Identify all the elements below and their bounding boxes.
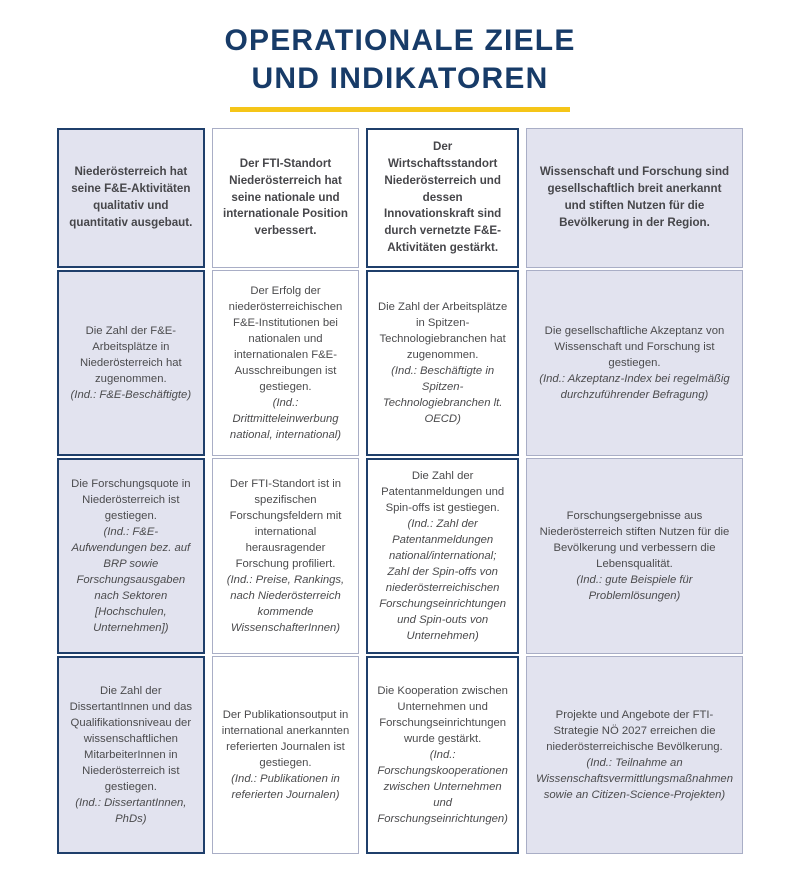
title-underline-rule (230, 107, 570, 112)
objective-cell-r3c4 (526, 656, 743, 854)
objective-goal-text: Die Zahl der F&E-Arbeitsplätze in Niederösterreich hat zugenommen. (79, 324, 182, 386)
objective-goal-text: Der Publikationsoutput in international anerkannten referierten Journalen ist gestiegen. (221, 708, 350, 769)
page-title (0, 0, 800, 112)
column-header-2 (212, 128, 360, 268)
objective-indicator-text: (Ind.: Preise, Rankings, nach Niederösterreich kommende WissenschafterInnen) (226, 574, 345, 635)
objective-indicator-text: (Ind.: gute Beispiele für Problemlösungen) (576, 574, 693, 603)
column-header-3 (366, 128, 519, 268)
objective-cell-r2c2 (212, 458, 360, 654)
objective-cell-r3c3 (366, 656, 519, 854)
objective-cell-r3c1 (57, 656, 205, 854)
objective-indicator-text: (Ind.: F&E-Aufwendungen bez. auf BRP sowie Forschungsausgaben nach Sektoren [Hochschulen, Unternehmen]) (71, 525, 191, 635)
column-header-1 (57, 128, 205, 268)
objective-cell-r1c4 (526, 270, 743, 456)
objective-goal-text: Der FTI-Standort ist in spezifischen Forschungsfeldern mit international herausragender Forschung profiliert. (229, 477, 342, 570)
objective-cell-r3c2 (212, 656, 360, 854)
page-title-line-1: OPERATIONALE ZIELE (224, 24, 576, 57)
objective-goal-text: Die Kooperation zwischen Unternehmen und Forschungseinrichtungen wurde gestärkt. (377, 684, 508, 745)
objective-goal-text: Die Forschungsquote in Niederösterreich ist gestiegen. (71, 477, 191, 522)
objective-cell-r1c3 (366, 270, 519, 456)
objectives-indicators-grid (57, 128, 743, 854)
objective-cell-r2c4 (526, 458, 743, 654)
objective-indicator-text: (Ind.: Teilnahme an Wissenschaftsvermittlungsmaßnahmen sowie an Citizen-Science-Projekten) (535, 757, 733, 802)
objective-indicator-text: (Ind.: Zahl der Patentanmeldungen national/international; Zahl der Spin-offs von niederösterreichischen Forschungseinrichtungen und Spin-outs von Unternehmen) (379, 517, 507, 643)
objective-cell-r2c1 (57, 458, 205, 654)
page-title-line-2: UND INDIKATOREN (251, 62, 549, 96)
objective-indicator-text: (Ind.: DissertantInnen, PhDs) (75, 797, 187, 826)
column-header-4-text: Wissenschaft und Forschung sind gesellschaftlich breit anerkannt und stiften Nutzen für die Bevölkerung in der Region. (539, 165, 730, 229)
objective-indicator-text: (Ind.: Forschungskooperationen zwischen Unternehmen und Forschungseinrichtungen) (377, 748, 508, 826)
objective-cell-r1c1 (57, 270, 205, 456)
objective-goal-text: Die Zahl der DissertantInnen und das Qualifikationsniveau der wissenschaftlichen MitarbeiterInnen in Niederösterreich ist gestiegen. (69, 684, 193, 794)
objective-goal-text: Der Erfolg der niederösterreichischen F&E-Institutionen bei nationalen und internationalen F&E-Ausschreibungen ist gestiegen. (228, 284, 343, 394)
objective-indicator-text: (Ind.: Drittmitteleinwerbung national, international) (229, 397, 342, 442)
column-header-3-text: Der Wirtschaftsstandort Niederösterreich und dessen Innovationskraft sind durch vernetzte F&E-Aktivitäten gestärkt. (384, 139, 502, 255)
objective-goal-text: Projekte und Angebote der FTI-Strategie NÖ 2027 erreichen die niederösterreichische Bevölkerung. (546, 708, 723, 753)
objective-cell-r2c3 (366, 458, 519, 654)
column-header-1-text: Niederösterreich hat seine F&E-Aktivitäten qualitativ und quantitativ ausgebaut. (69, 165, 193, 229)
objective-cell-r1c2 (212, 270, 360, 456)
objective-goal-text: Die Zahl der Patentanmeldungen und Spin-offs ist gestiegen. (381, 469, 505, 514)
objective-indicator-text: (Ind.: Akzeptanz-Index bei regelmäßig durchzuführender Befragung) (539, 373, 730, 402)
objective-goal-text: Die gesellschaftliche Akzeptanz von Wissenschaft und Forschung ist gestiegen. (544, 324, 725, 369)
objective-indicator-text: (Ind.: Beschäftigte in Spitzen-Technologiebranchen lt. OECD) (382, 365, 503, 426)
objective-indicator-text: (Ind.: F&E-Beschäftigte) (70, 389, 192, 402)
objective-goal-text: Die Zahl der Arbeitsplätze in Spitzen-Technologiebranchen hat zugenommen. (377, 300, 508, 361)
objective-goal-text: Forschungsergebnisse aus Niederösterreich stiften Nutzen für die Bevölkerung und verbessern die Lebensqualität. (539, 509, 730, 570)
column-header-2-text: Der FTI-Standort Niederösterreich hat seine nationale und internationale Position verbessert. (223, 156, 348, 238)
column-header-4 (526, 128, 743, 268)
objective-indicator-text: (Ind.: Publikationen in referierten Journalen) (231, 773, 340, 802)
